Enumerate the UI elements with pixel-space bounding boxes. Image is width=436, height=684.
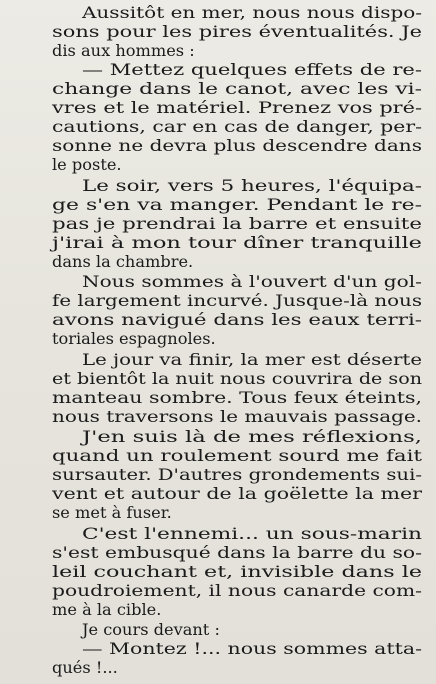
text-line-content: Le jour va finir, la mer est déserte <box>82 349 423 369</box>
text-line <box>52 406 422 426</box>
text-line <box>52 561 422 581</box>
text-line-content: J'en suis là de mes réflexions, <box>82 427 423 446</box>
text-line-content: vres et le matériel. Prenez vos pré- <box>52 98 422 117</box>
text-line <box>52 542 422 562</box>
text-line-content: dans la chambre. <box>52 251 194 271</box>
text-line <box>52 291 422 310</box>
text-column <box>52 0 422 684</box>
text-line-content: nous traversons le mauvais passage. <box>52 406 422 426</box>
text-line <box>52 465 422 484</box>
text-line <box>52 387 422 407</box>
text-line-content: me à la cible. <box>52 599 162 619</box>
text-line-content: quand un roulement sourd me fait <box>52 446 422 465</box>
text-line <box>52 503 172 522</box>
text-line <box>52 310 422 329</box>
text-line <box>52 484 422 503</box>
text-line <box>52 368 423 388</box>
text-line-content: Le soir, vers 5 heures, l'équipa- <box>82 175 423 195</box>
text-line-content: — Mettez quelques effets de re- <box>82 60 422 79</box>
text-line-content: poudroiement, il nous canarde com- <box>52 580 422 600</box>
text-line <box>82 349 423 369</box>
text-line <box>82 427 423 446</box>
text-line <box>52 136 422 155</box>
text-line <box>52 41 195 60</box>
text-line <box>52 252 193 271</box>
text-line-content: C'est l'ennemi... un sous-marin <box>82 523 423 543</box>
text-line <box>52 98 422 117</box>
text-line <box>52 117 422 136</box>
text-line <box>82 3 423 22</box>
text-line <box>52 22 423 41</box>
text-line-content: se met à fuser. <box>52 503 172 522</box>
text-line-content: pas je prendrai la barre et ensuite <box>52 213 422 233</box>
text-line <box>52 213 422 233</box>
text-line-content: et bientôt la nuit nous couvrira de son <box>52 368 423 388</box>
text-line-content: fe largement incurvé. Jusque-là nous <box>52 291 422 310</box>
text-line-content: avons navigué dans les eaux terri- <box>52 310 422 329</box>
text-line <box>52 329 216 348</box>
text-line-content: dis aux hommes : <box>52 41 195 60</box>
text-line <box>52 155 122 174</box>
text-line <box>52 600 161 619</box>
text-line-content: leil couchant et, invisible dans le <box>52 561 422 581</box>
text-line-content: sons pour les pires éventualités. Je <box>52 22 423 41</box>
text-line-content: le poste. <box>52 155 122 174</box>
text-line-content: s'est embusqué dans la barre du so- <box>52 542 422 562</box>
text-line <box>52 194 423 214</box>
text-line-content: — Montez !... nous sommes atta- <box>82 639 423 658</box>
text-line <box>82 639 423 658</box>
text-line <box>82 620 220 639</box>
text-line-content: Je cours devant : <box>82 620 220 639</box>
text-line-content: ge s'en va manger. Pendant le re- <box>52 194 423 214</box>
text-line <box>52 446 422 465</box>
text-line-content: j'irai à mon tour dîner tranquille <box>52 232 422 252</box>
text-line <box>82 60 422 79</box>
text-line-content: Nous sommes à l'ouvert d'un gol- <box>82 272 422 291</box>
text-line-content: toriales espagnoles. <box>52 329 216 348</box>
text-line-content: cautions, car en cas de danger, per- <box>52 117 422 136</box>
text-line <box>52 232 422 252</box>
text-line-content: change dans le canot, avec les vi- <box>52 79 423 98</box>
text-line <box>52 79 423 98</box>
text-line-content: sonne ne devra plus descendre dans <box>52 136 422 155</box>
text-line-content: Aussitôt en mer, nous nous dispo- <box>82 3 423 22</box>
text-line <box>82 523 423 543</box>
text-line-content: sursauter. D'autres grondements sui- <box>52 465 422 484</box>
text-line <box>82 175 423 195</box>
text-line-content: vent et autour de la goëlette la mer <box>52 484 422 503</box>
text-line-content: manteau sombre. Tous feux éteints, <box>52 387 422 407</box>
text-line <box>52 658 118 677</box>
text-line <box>52 580 422 600</box>
text-line <box>82 272 422 291</box>
text-line-content: qués !... <box>52 658 118 677</box>
